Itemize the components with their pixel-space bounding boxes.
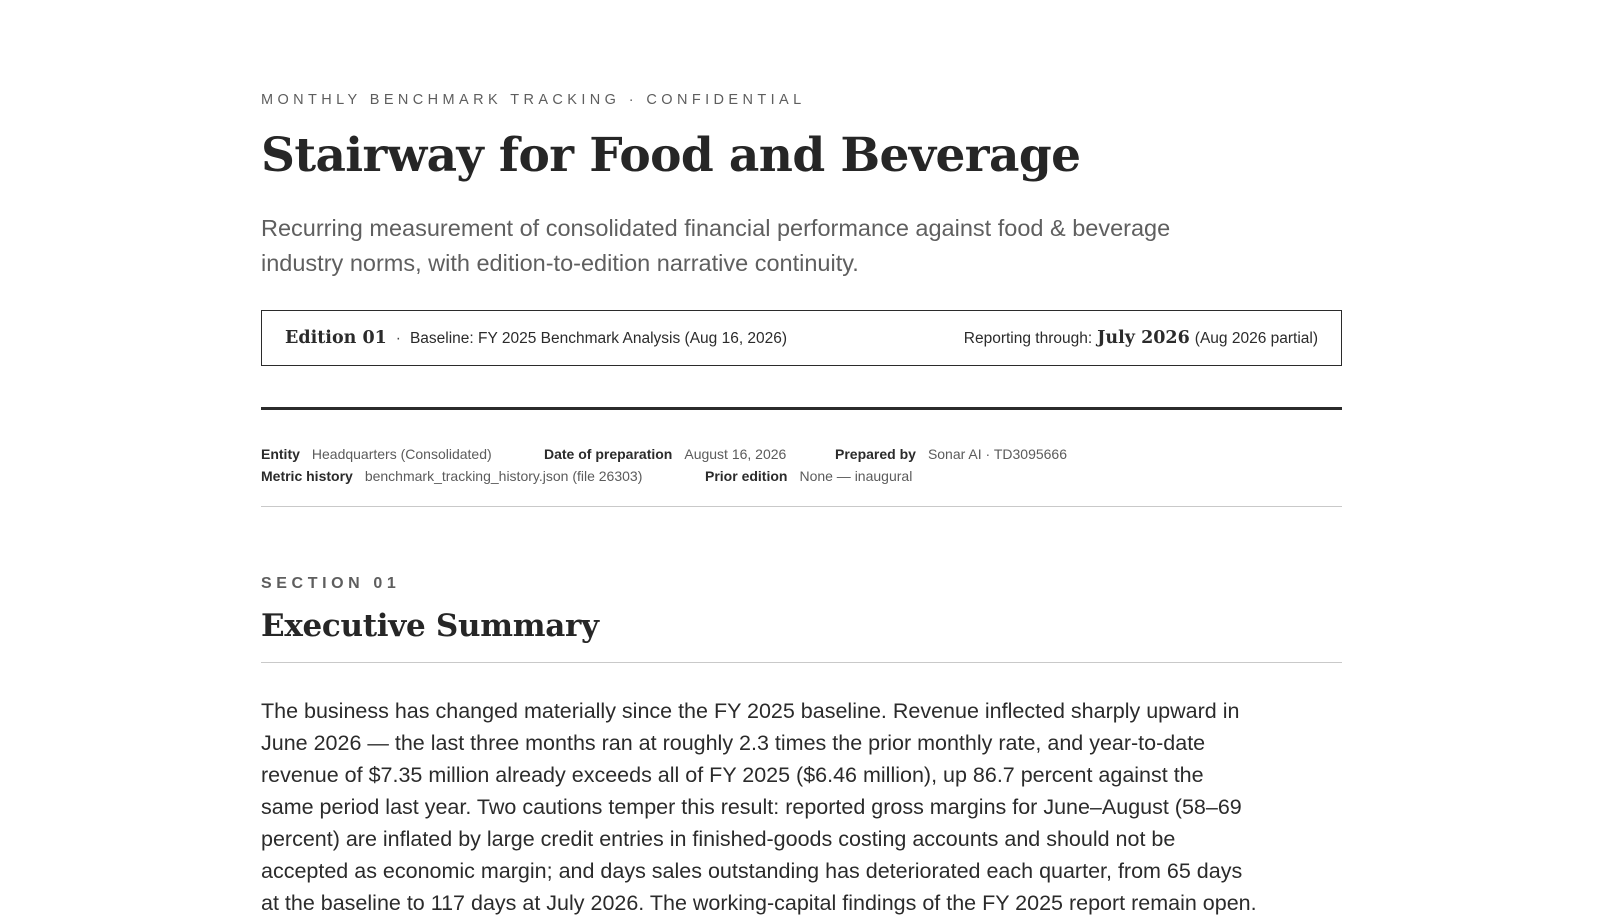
- report-subtitle: Recurring measurement of consolidated financial performance against food & beverage industry norms, with edition-to-edition narrative continuity.: [261, 215, 1171, 276]
- meta-date-value: August 16, 2026: [684, 446, 787, 462]
- reporting-through-month: July 2026: [1097, 328, 1190, 348]
- edition-banner: [261, 310, 1342, 366]
- header-divider: [261, 407, 1342, 410]
- edition-separator: ·: [395, 330, 401, 347]
- edition-baseline: Baseline: FY 2025 Benchmark Analysis (Aug 16, 2026): [409, 330, 788, 347]
- report-title: Stairway for Food and Beverage: [261, 128, 1081, 183]
- reporting-through-label: Reporting through:: [963, 330, 1093, 347]
- meta-date-key: Date of preparation: [544, 446, 673, 462]
- meta-history-key: Metric history: [261, 468, 353, 484]
- meta-entity-key: Entity: [261, 446, 300, 462]
- meta-prior-value: None — inaugural: [799, 468, 913, 484]
- meta-prepared-value: Sonar AI · TD3095666: [927, 446, 1067, 462]
- meta-prepared-key: Prepared by: [835, 446, 916, 462]
- reporting-period: [964, 328, 1318, 348]
- edition-info: [285, 328, 787, 348]
- edition-label: Edition 01: [285, 328, 387, 348]
- meta-prepared-by: [835, 446, 1067, 462]
- report-eyebrow: MONTHLY BENCHMARK TRACKING · CONFIDENTIAL: [261, 92, 806, 108]
- metadata-divider: [261, 506, 1342, 507]
- section-label: SECTION 01: [261, 575, 401, 592]
- meta-entity-value: Headquarters (Consolidated): [311, 446, 492, 462]
- meta-entity: [261, 446, 492, 462]
- reporting-through-note: (Aug 2026 partial): [1194, 330, 1318, 347]
- meta-history: [261, 468, 642, 484]
- meta-prior-edition: [705, 468, 912, 484]
- meta-prior-key: Prior edition: [705, 468, 788, 484]
- meta-history-value: benchmark_tracking_history.json (file 26303): [364, 468, 643, 484]
- section-divider: [261, 662, 1342, 663]
- executive-summary-paragraph: The business has changed materially since the FY 2025 baseline. Revenue inflected sharply upward in June 2026 — the last three months ran at roughly 2.3 times the prior monthly rate, and year-to-date revenue of $7.35 million already exceeds all of FY 2025 ($6.46 million), up 86.7 percent against the same period last year. Two cautions temper this result: reported gross margins for June–August (58–69 percent) are inflated by large credit entries in finished-goods costing accounts and should not be accepted as economic margin; and days sales outstanding has deteriorated each quarter, from 65 days at the baseline to 117 days at July 2026. The working-capital findings of the FY 2025 report remain open.: [261, 699, 1257, 915]
- meta-date: [544, 446, 786, 462]
- section-title: Executive Summary: [261, 608, 599, 644]
